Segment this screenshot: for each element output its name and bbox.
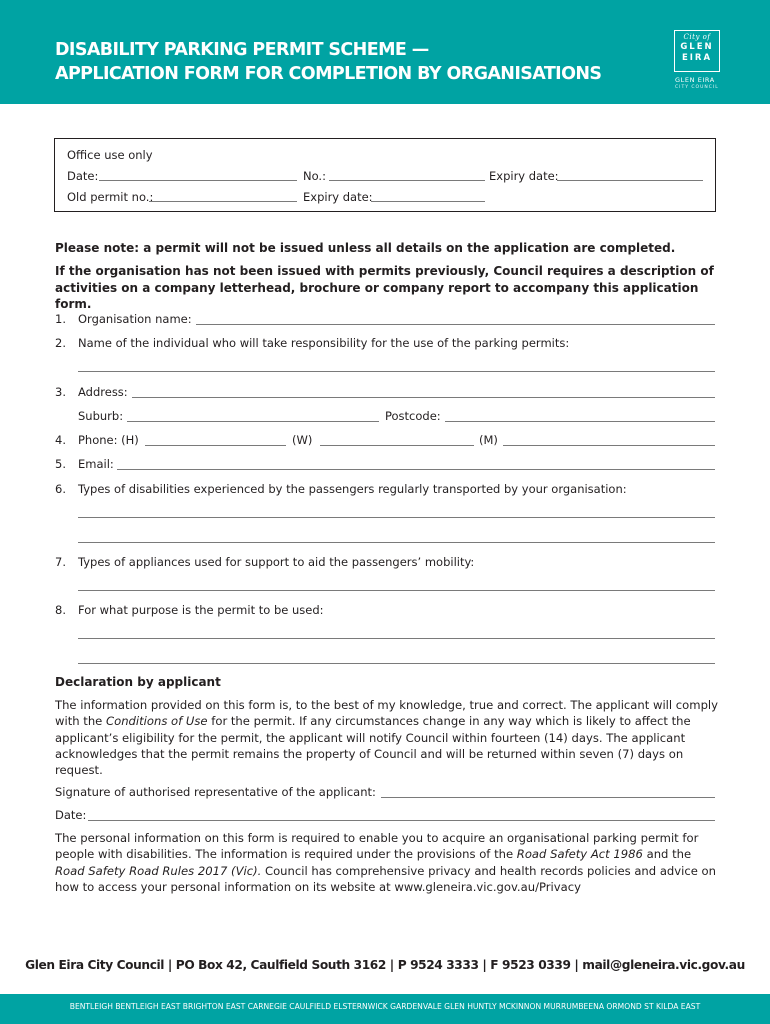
phone-work-label: (W) [292, 433, 313, 447]
office-no-label: No.: [303, 169, 326, 183]
q7-label: Types of appliances used for support to aid the passengers’ mobility: [78, 555, 475, 569]
title-line-2: APPLICATION FORM FOR COMPLETION BY ORGANISATIONS [55, 64, 602, 84]
phone-home-label: Phone: (H) [78, 433, 139, 447]
logo-city-of: City of [683, 33, 711, 41]
privacy-text-b: and the [642, 847, 692, 862]
office-use-heading: Office use only [67, 148, 153, 162]
suburb-field[interactable] [127, 421, 379, 422]
responsible-individual-field[interactable] [78, 371, 715, 372]
disabilities-field-line-2[interactable] [78, 542, 715, 543]
phone-mobile-field[interactable] [503, 445, 715, 446]
note-new-organisation: If the organisation has not been issued with permits previously, Council requires a description of activities on a company letterhead, brochure or company report to accompany this application form. [55, 264, 714, 311]
privacy-text-c: Council has comprehensive privacy and health records policies and advice on how to access your personal information on its website at www.gleneira.vic.gov.au/Privacy [55, 863, 716, 894]
logo-subtext-small: CITY COUNCIL [675, 85, 719, 90]
declaration-date-field[interactable] [88, 820, 715, 821]
title-line-1: DISABILITY PARKING PERMIT SCHEME — [55, 40, 429, 60]
suburb-list: BENTLEIGH BENTLEIGH EAST BRIGHTON EAST CARNEGIE CAULFIELD ELSTERNWICK GARDENVALE GLEN HUNTLY MCKINNON MURRUMBEENA ORMOND ST KILDA EAST [69, 1002, 701, 1011]
disabilities-field-line-1[interactable] [78, 517, 715, 518]
q1-number: 1. [55, 312, 66, 326]
q8-label: For what purpose is the permit to be used: [78, 603, 324, 617]
form-title [55, 38, 601, 86]
note-incomplete: Please note: a permit will not be issued unless all details on the application are completed. [55, 241, 676, 255]
email-field[interactable] [117, 469, 715, 470]
road-safety-act-text: Road Safety Act 1986 [516, 847, 643, 862]
phone-work-field[interactable] [320, 445, 474, 446]
old-expiry-field[interactable] [371, 201, 485, 202]
privacy-paragraph [55, 830, 720, 895]
declaration-paragraph [55, 697, 720, 778]
logo-eira: EIRA [681, 53, 713, 63]
logo-subtext: GLEN EIRA [675, 76, 715, 84]
q4-number: 4. [55, 433, 66, 447]
old-permit-label: Old permit no.: [67, 190, 154, 204]
office-use-box [54, 138, 716, 212]
declaration-text-a: The information provided on this form is, to the best of my knowledge, true and correct. The applicant will comply with the [55, 698, 719, 729]
old-expiry-label: Expiry date: [303, 190, 373, 204]
conditions-of-use-text: Conditions of Use [106, 714, 208, 729]
signature-field[interactable] [381, 797, 715, 798]
q7-number: 7. [55, 555, 66, 569]
q3-label: Address: [78, 385, 128, 399]
postcode-field[interactable] [445, 421, 715, 422]
email-label: Email: [78, 457, 114, 471]
declaration-heading: Declaration by applicant [55, 675, 221, 689]
office-date-field[interactable] [99, 180, 297, 181]
office-expiry-field[interactable] [557, 180, 703, 181]
q5-number: 5. [55, 457, 66, 471]
office-date-label: Date: [67, 169, 99, 183]
footer-banner [0, 994, 770, 1024]
privacy-text-a: The personal information on this form is required to enable you to acquire an organisational parking permit for people with disabilities. The information is required under the provisions of the [55, 831, 699, 862]
purpose-field-line-2[interactable] [78, 663, 715, 664]
appliances-field[interactable] [78, 590, 715, 591]
declaration-text-b: for the permit. If any circumstances change in any way which is likely to affect the applicant’s eligibility for the permit, the applicant will notify Council within fourteen (14) days. The applicant acknowledges that the permit remains the property of Council and will be returned within seven (7) days on request. [55, 714, 691, 778]
signature-label: Signature of authorised representative of the applicant: [55, 785, 376, 799]
declaration-date-label: Date: [55, 808, 87, 822]
phone-home-field[interactable] [145, 445, 286, 446]
q1-label: Organisation name: [78, 312, 192, 326]
office-no-field[interactable] [329, 180, 485, 181]
phone-mobile-label: (M) [479, 433, 498, 447]
q6-label: Types of disabilities experienced by the passengers regularly transported by your organisation: [78, 482, 627, 496]
old-permit-field[interactable] [149, 201, 297, 202]
road-rules-text: Road Safety Road Rules 2017 (Vic). [55, 863, 262, 878]
logo-glen: GLEN [680, 42, 714, 52]
q8-number: 8. [55, 603, 66, 617]
office-expiry-label: Expiry date: [489, 169, 559, 183]
q2-label: Name of the individual who will take responsibility for the use of the parking permits: [78, 336, 570, 350]
q6-number: 6. [55, 482, 66, 496]
suburb-label: Suburb: [78, 409, 124, 423]
glen-eira-logo [674, 30, 720, 72]
postcode-label: Postcode: [385, 409, 441, 423]
purpose-field-line-1[interactable] [78, 638, 715, 639]
address-field[interactable] [132, 397, 715, 398]
header-banner [0, 0, 770, 104]
q3-number: 3. [55, 385, 66, 399]
organisation-name-field[interactable] [196, 324, 715, 325]
council-contact-details: Glen Eira City Council | PO Box 42, Caulfield South 3162 | P 9524 3333 | F 9523 0339 | mail@gleneira.vic.gov.au [25, 958, 745, 972]
q2-number: 2. [55, 336, 66, 350]
